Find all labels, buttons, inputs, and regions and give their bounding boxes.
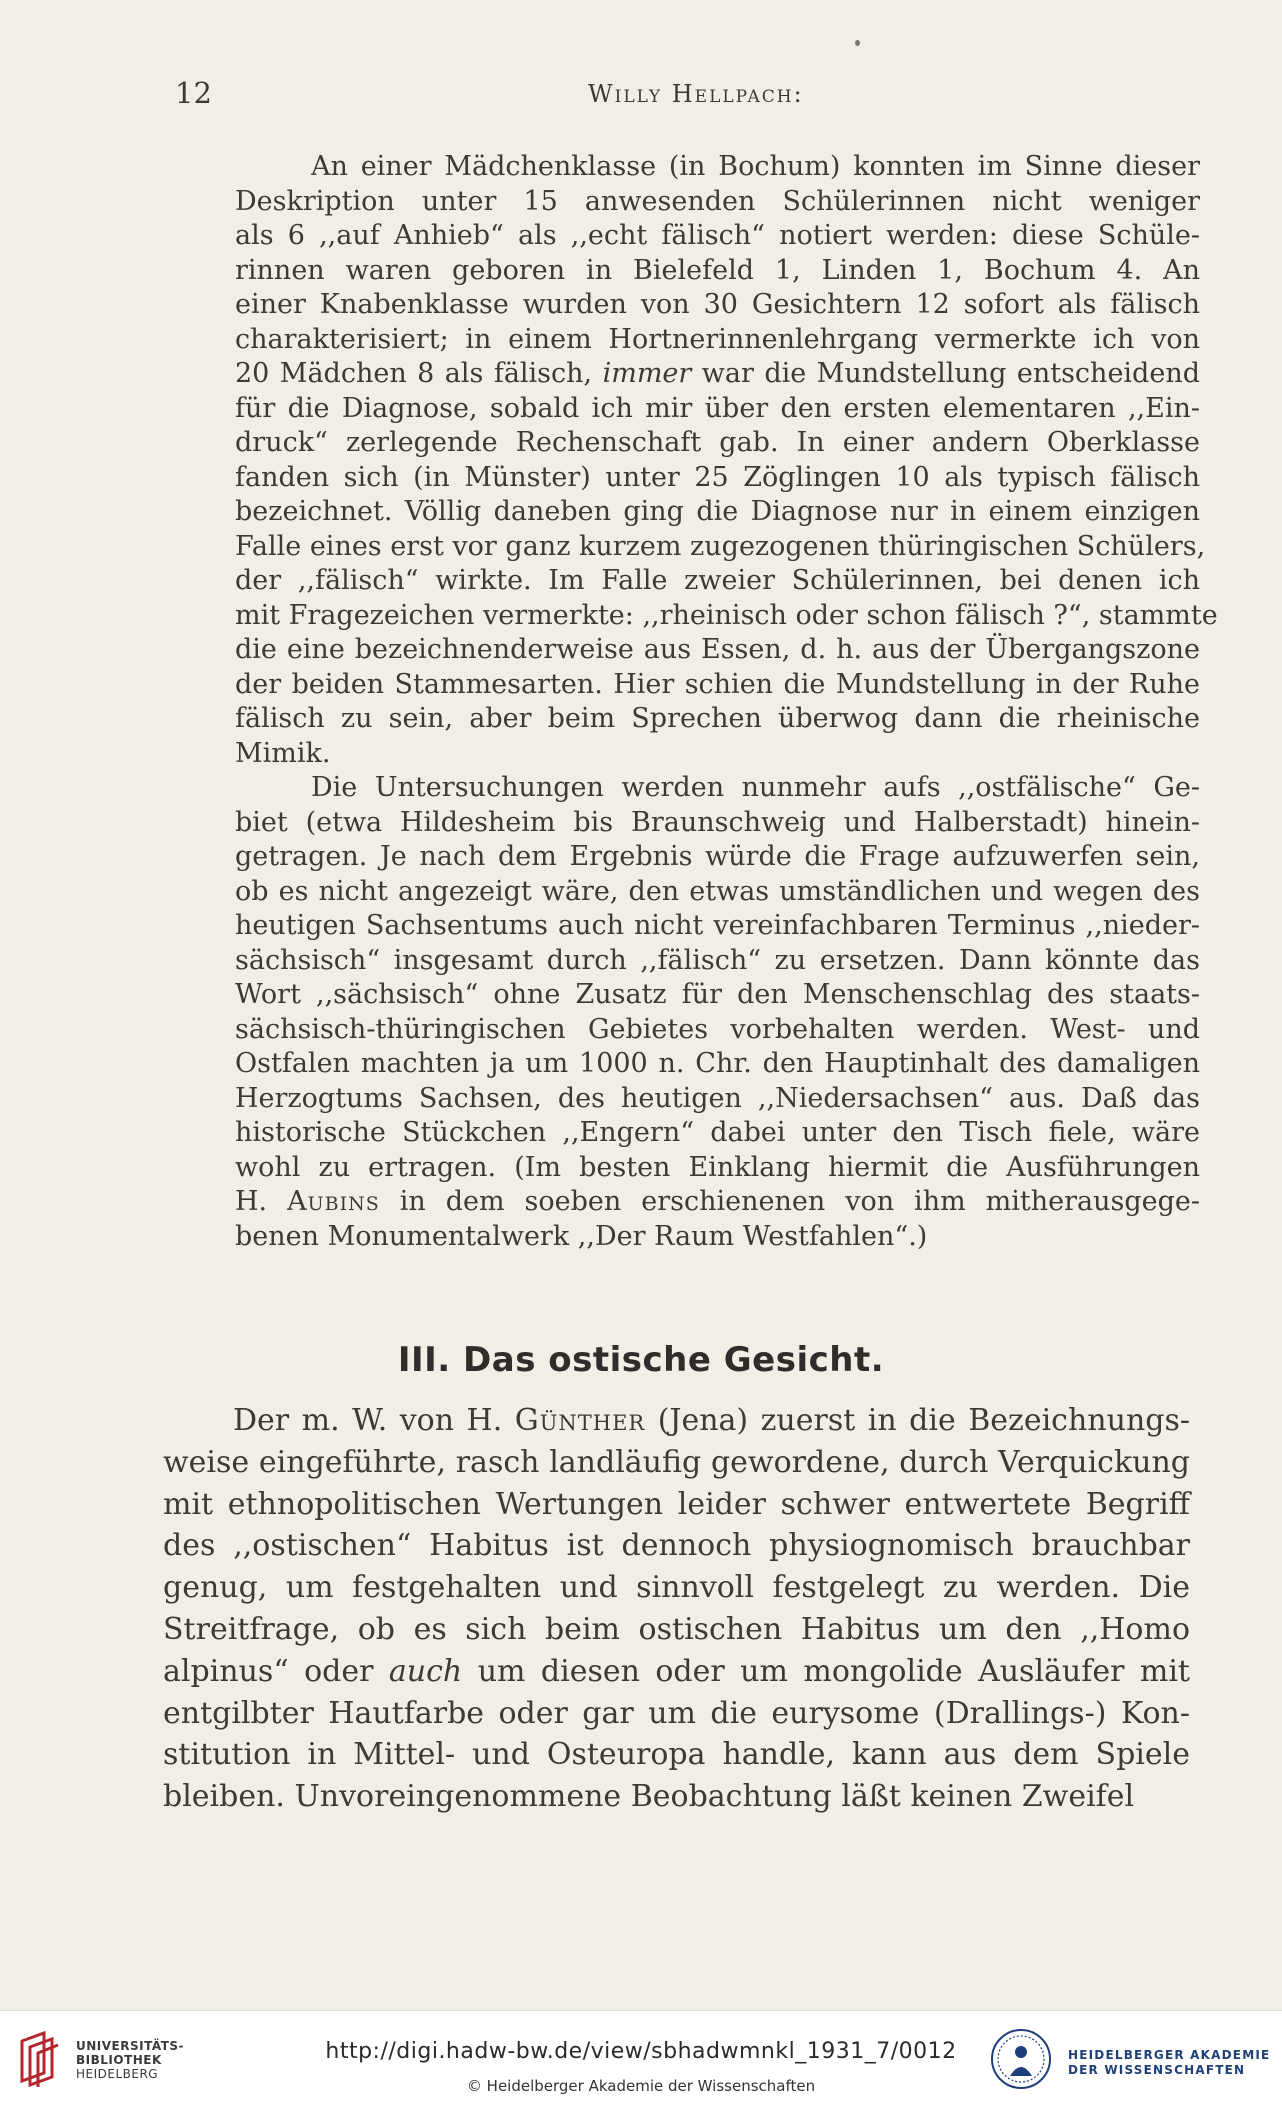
permalink-url[interactable]: http://digi.hadw-bw.de/view/sbhadwmnkl_1931_7/0012 xyxy=(325,2039,957,2064)
text-line: charakterisiert; in einem Hortnerinnenlehrgang vermerkte ich von xyxy=(235,323,1200,355)
ink-speck xyxy=(855,40,860,46)
page-number: 12 xyxy=(175,76,212,110)
text-line: fanden sich (in Münster) unter 25 Zöglingen 10 als typisch fälisch xyxy=(235,461,1200,493)
text-line: für die Diagnose, sobald ich mir über den ersten elementaren ,,Ein- xyxy=(235,392,1200,424)
paragraph-1 xyxy=(235,150,1218,771)
academy-name: HEIDELBERGER AKADEMIE DER WISSENSCHAFTEN xyxy=(1068,2048,1271,2077)
text-line: heutigen Sachsentums auch nicht vereinfachbaren Terminus ,,nieder- xyxy=(235,910,1200,941)
text-line: H. Aubins in dem soeben erschienenen von ihm mitherausgege- xyxy=(235,1186,1201,1217)
text-line: weise eingeführte, rasch landläufig gewordene, durch Verquickung xyxy=(163,1444,1190,1480)
text-line: Falle eines erst vor ganz kurzem zugezogenen thüringischen Schülers, xyxy=(235,530,1206,562)
text-line: einer Knabenklasse wurden von 30 Gesichtern 12 sofort als fälisch xyxy=(235,289,1200,320)
text-line: mit Fragezeichen vermerkte: ,,rheinisch oder schon fälisch ?“, stammte xyxy=(235,599,1218,631)
paragraph-3 xyxy=(163,1400,1190,1818)
footer-bar xyxy=(0,2010,1282,2106)
text-line: Ostfalen machten ja um 1000 n. Chr. den Hauptinhalt des damaligen xyxy=(235,1048,1200,1079)
text-line: Die Untersuchungen werden nunmehr aufs ,,ostfälische“ Ge- xyxy=(311,772,1200,803)
text-line: benen Monumentalwerk ,,Der Raum Westfahlen“.) xyxy=(235,1220,928,1252)
text-line: als 6 ,,auf Anhieb“ als ,,echt fälisch“ notiert werden: diese Schüle- xyxy=(235,220,1200,251)
text-line: An einer Mädchenklasse (in Bochum) konnten im Sinne dieser xyxy=(311,151,1200,182)
text-line: sächsisch“ insgesamt durch ,,fälisch“ zu ersetzen. Dann könnte das xyxy=(235,944,1200,976)
body-text-bottom xyxy=(163,1400,1190,1818)
text-line: entgilbter Hautfarbe oder gar um die eurysome (Drallings-) Kon- xyxy=(163,1695,1190,1731)
text-line: ob es nicht angezeigt wäre, den etwas umständlichen und wegen des xyxy=(235,875,1200,907)
text-line: mit ethnopolitischen Wertungen leider schwer entwertete Begriff xyxy=(163,1486,1190,1522)
text-line: des ,,ostischen“ Habitus ist dennoch physiognomisch brauchbar xyxy=(163,1528,1190,1564)
text-line: Streitfrage, ob es sich beim ostischen Habitus um den ,,Homo xyxy=(163,1611,1190,1647)
page-header xyxy=(0,76,1282,116)
copyright-notice: © Heidelberger Akademie der Wissenschaften xyxy=(466,2077,816,2095)
text-line: sächsisch-thüringischen Gebietes vorbehalten werden. West- und xyxy=(235,1013,1200,1045)
university-library-name: UNIVERSITÄTS- BIBLIOTHEK HEIDELBERG xyxy=(76,2039,185,2081)
body-text-top xyxy=(235,150,1218,1254)
text-line: Wort ,,sächsisch“ ohne Zusatz für den Menschenschlag des staats- xyxy=(235,979,1200,1010)
text-line: genug, um festgehalten und sinnvoll festgelegt zu werden. Die xyxy=(163,1570,1190,1606)
text-line: historische Stückchen ,,Engern“ dabei unter den Tisch fiele, wäre xyxy=(235,1117,1200,1148)
text-line: bezeichnet. Völlig daneben ging die Diagnose nur in einem einzigen xyxy=(235,496,1200,527)
text-line: alpinus“ oder auch um diesen oder um mongolide Ausläufer mit xyxy=(163,1653,1190,1689)
running-head: Willy Hellpach: xyxy=(588,80,804,108)
text-line: stitution in Mittel- und Osteuropa handle, kann aus dem Spiele xyxy=(163,1737,1190,1773)
text-line: getragen. Je nach dem Ergebnis würde die Frage aufzuwerfen sein, xyxy=(235,841,1200,872)
academy-seal-icon xyxy=(990,2028,1052,2090)
text-line: Der m. W. von H. Günther (Jena) zuerst in die Bezeichnungs- xyxy=(233,1403,1190,1438)
text-line: wohl zu ertragen. (Im besten Einklang hiermit die Ausführungen xyxy=(235,1151,1200,1183)
text-line: der ,,fälisch“ wirkte. Im Falle zweier Schülerinnen, bei denen ich xyxy=(235,565,1200,596)
text-line: 20 Mädchen 8 als fälisch, immer war die Mundstellung entscheidend xyxy=(235,358,1200,389)
text-line: Herzogtums Sachsen, des heutigen ,,Niedersachsen“ aus. Daß das xyxy=(235,1082,1200,1114)
text-line: die eine bezeichnenderweise aus Essen, d. h. aus der Übergangszone xyxy=(235,634,1200,665)
text-line: Mimik. xyxy=(235,737,331,769)
paragraph-2 xyxy=(235,771,1200,1254)
text-line: der beiden Stammesarten. Hier schien die Mundstellung in der Ruhe xyxy=(235,668,1200,700)
text-line: druck“ zerlegende Rechenschaft gab. In einer andern Oberklasse xyxy=(235,427,1200,458)
section-heading: III. Das ostische Gesicht. xyxy=(397,1340,885,1380)
text-line: fälisch zu sein, aber beim Sprechen überwog dann die rheinische xyxy=(235,703,1200,734)
text-line: biet (etwa Hildesheim bis Braunschweig und Halberstadt) hinein- xyxy=(235,806,1200,838)
text-line: bleiben. Unvoreingenommene Beobachtung läßt keinen Zweifel xyxy=(163,1779,1135,1815)
text-line: Deskription unter 15 anwesenden Schülerinnen nicht weniger xyxy=(235,185,1200,217)
text-line: rinnen waren geboren in Bielefeld 1, Linden 1, Bochum 4. An xyxy=(235,254,1200,286)
